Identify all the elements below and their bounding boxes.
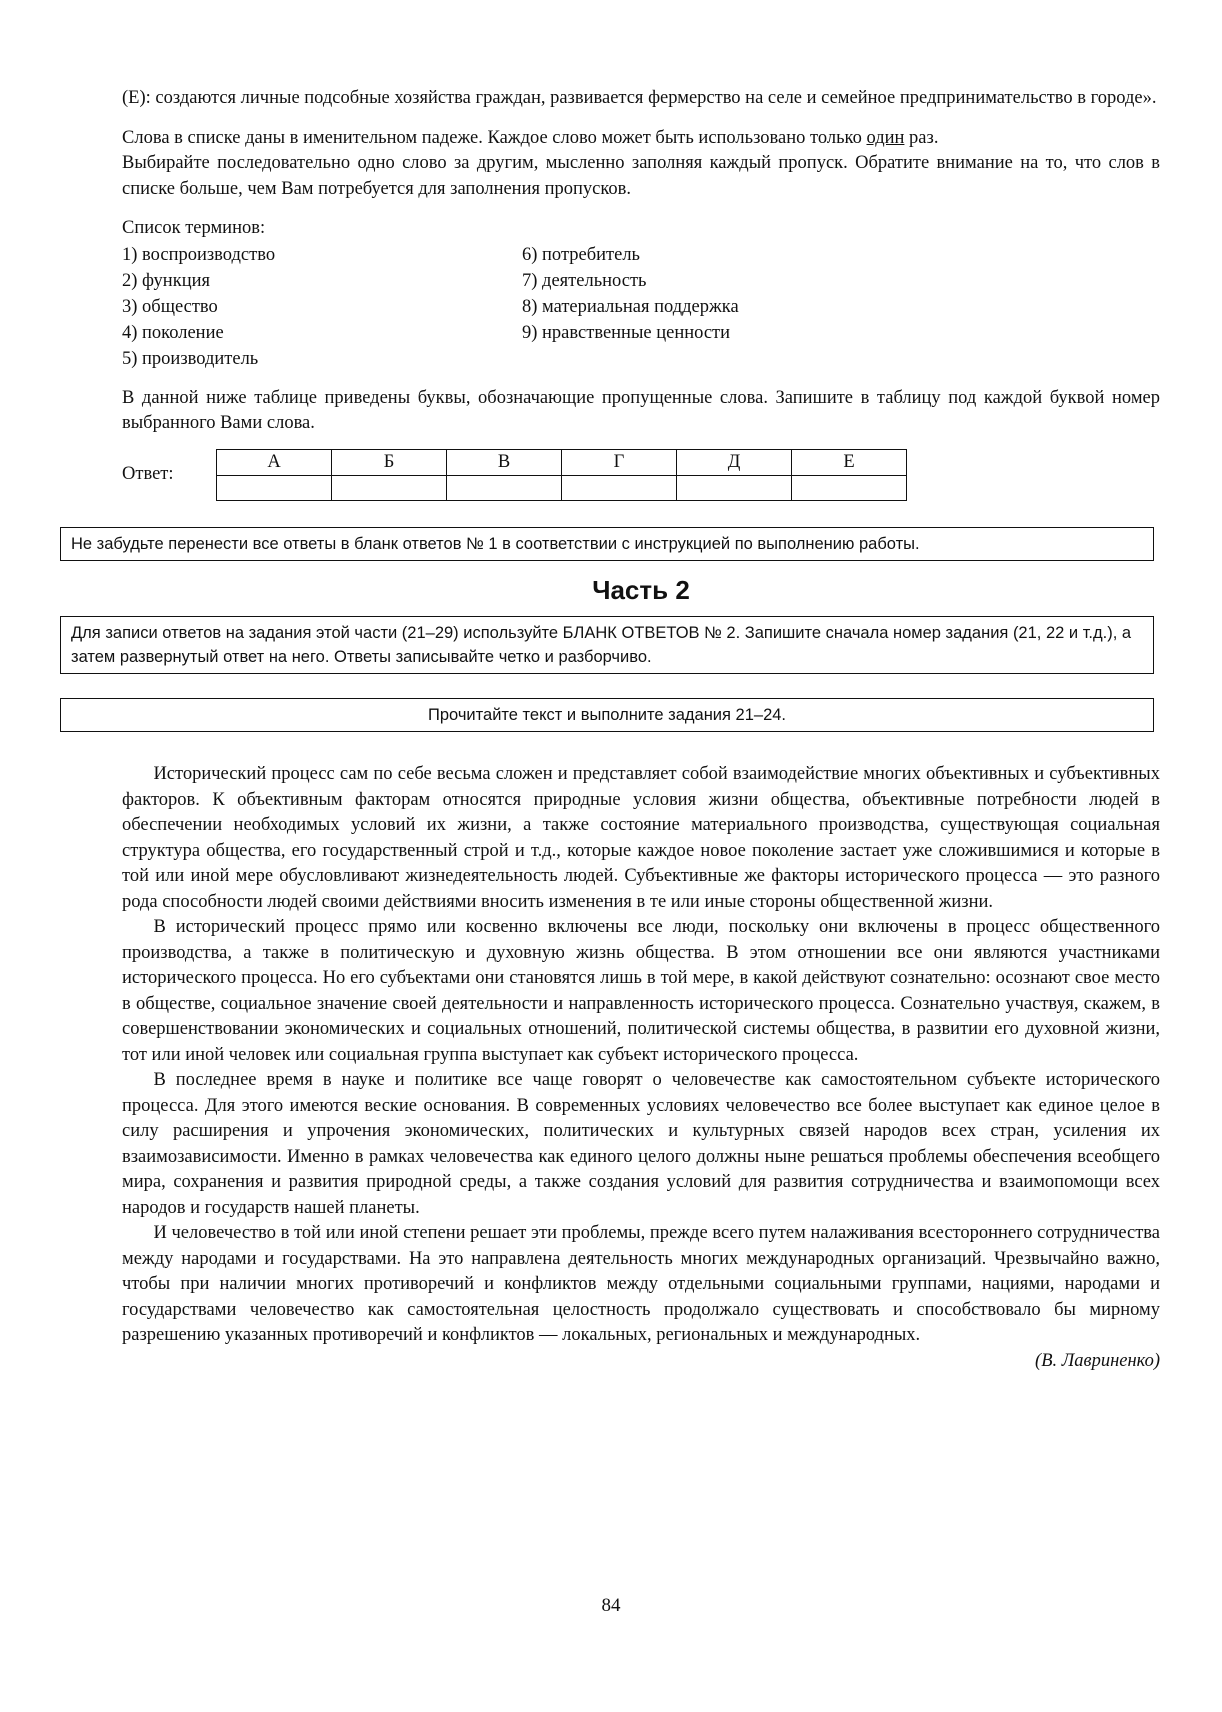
answer-letter: Е: [792, 449, 907, 476]
answer-cell-a[interactable]: [217, 476, 332, 501]
part2-instructions-box: Для записи ответов на задания этой части (21–29) используйте БЛАНК ОТВЕТОВ № 2. Запишите сначала номер задания (21, 22 и т.д.), а затем развернутый ответ на него. Ответы записывайте четко и разборчиво.: [60, 616, 1154, 674]
instruction-text: Выбирайте последовательно одно слово за другим, мысленно заполняя каждый пропуск. Обратите внимание на то, что слов в списке больше, чем Вам потребуется для заполнения пропусков.: [122, 153, 1160, 199]
term-item: 4) поколение: [122, 322, 224, 343]
words-note-part1: Слова в списке даны в именительном падеже. Каждое слово может быть использовано только: [122, 127, 862, 148]
term-item: 8) материальная поддержка: [522, 296, 739, 317]
answer-letter: Д: [677, 449, 792, 476]
text-paragraph: В последнее время в науке и политике все чаще говорят о человечестве как самостоятельном субъекте исторического процесса. Для этого имеются веские основания. В современных условиях человечество все более выступает как единое целое в силу расширения и упрочения экономических, политических и культурных связей народов всех стран, усиления их взаимозависимости. Именно в рамках человечества как единого целого должны ныне решаться проблемы обеспечения всеобщего мира, сохранения и развития природной среды, а также создания условий для развития сотрудничества и взаимопомощи всех народов и государств нашей планеты.: [122, 1070, 1160, 1218]
words-note-underlined: один: [866, 127, 905, 148]
table-instruction: В данной ниже таблице приведены буквы, обозначающие пропущенные слова. Запишите в таблицу под каждой буквой номер выбранного Вами слова.: [122, 387, 1160, 433]
answer-table: [216, 449, 907, 502]
term-item: 3) общество: [122, 296, 218, 317]
read-task-box: Прочитайте текст и выполните задания 21–24.: [60, 698, 1154, 732]
answer-letters-row: [217, 449, 907, 476]
answer-letter: В: [447, 449, 562, 476]
words-note-part2: раз.: [904, 127, 939, 148]
terms-list: [122, 216, 1160, 372]
answer-letter: А: [217, 449, 332, 476]
terms-title: Список терминов:: [122, 218, 266, 238]
text-paragraph: Исторический процесс сам по себе весьма сложен и представляет собой взаимодействие многих объективных и субъективных факторов. К объективным факторам относятся природные условия жизни общества, объективные потребности людей в обеспечении необходимых условий их жизни, а также состояние материального производства, существующая социальная структура общества, его государственный строй и т.д., которые каждое новое поколение застает уже сложившимися и которые в той или иной мере обусловливают жизнедеятельность людей. Субъективные же факторы исторического процесса — это разного рода способности людей своими действиями вносить изменения в те или иные стороны общественной жизни.: [122, 764, 1160, 912]
answer-cell-g[interactable]: [562, 476, 677, 501]
answer-cell-v[interactable]: [447, 476, 562, 501]
part2-title: Часть 2: [592, 575, 690, 605]
answer-cell-b[interactable]: [332, 476, 447, 501]
text-paragraph: И человечество в той или иной степени решает эти проблемы, прежде всего путем налаживания всестороннего сотрудничества между народами и государствами. На это направлена деятельность многих международных организаций. Чрезвычайно важно, чтобы при наличии многих противоречий и конфликтов между отдельными социальными группами, нациями, народами и государствами человечество как самостоятельная целостность продолжало существовать и способствовало бы мирному разрешению указанных противоречий и конфликтов — локальных, региональных и международных.: [122, 1223, 1160, 1345]
term-item: 6) потребитель: [522, 244, 640, 265]
text-paragraph: В исторический процесс прямо или косвенно включены все люди, поскольку они включены в процесс общественного производства, а также в политическую и духовную жизнь общества. В этом отношении все они являются участниками исторического процесса. Но его субъектами они становятся лишь в той мере, в какой действуют сознательно: осознают свое место в обществе, социальное значение своей деятельности и направленность исторического процесса. Сознательно участвуя, скажем, в совершенствовании экономических и социальных отношений, политической системы общества, в развитии его духовной жизни, тот или иной человек или социальная группа выступает как субъект исторического процесса.: [122, 917, 1160, 1065]
words-note: [122, 126, 1160, 152]
term-item: [522, 346, 922, 372]
reminder-box: Не забудьте перенести все ответы в бланк ответов № 1 в соответствии с инструкцией по выполнению работы.: [60, 527, 1154, 561]
page-number: 84: [601, 1595, 621, 1616]
answer-input-row: [217, 476, 907, 501]
reading-text: [122, 762, 1160, 1374]
answer-letter: Г: [562, 449, 677, 476]
term-item: 9) нравственные ценности: [522, 322, 731, 343]
term-item: 2) функция: [122, 270, 211, 291]
term-item: 1) воспроизводство: [122, 244, 276, 265]
answer-label: Ответ:: [122, 464, 174, 484]
answer-section: [122, 449, 1160, 502]
term-item: 5) производитель: [122, 348, 259, 369]
terms-grid: [122, 242, 1160, 372]
answer-letter: Б: [332, 449, 447, 476]
term-item: 7) деятельность: [522, 270, 647, 291]
intro-line-e: (Е): создаются личные подсобные хозяйства граждан, развивается фермерство на селе и семейное предпринимательство в городе».: [122, 88, 1157, 108]
text-author: (В. Лавриненко): [1035, 1350, 1160, 1371]
page-content: [71, 86, 1160, 1374]
answer-cell-e[interactable]: [792, 476, 907, 501]
answer-cell-d[interactable]: [677, 476, 792, 501]
